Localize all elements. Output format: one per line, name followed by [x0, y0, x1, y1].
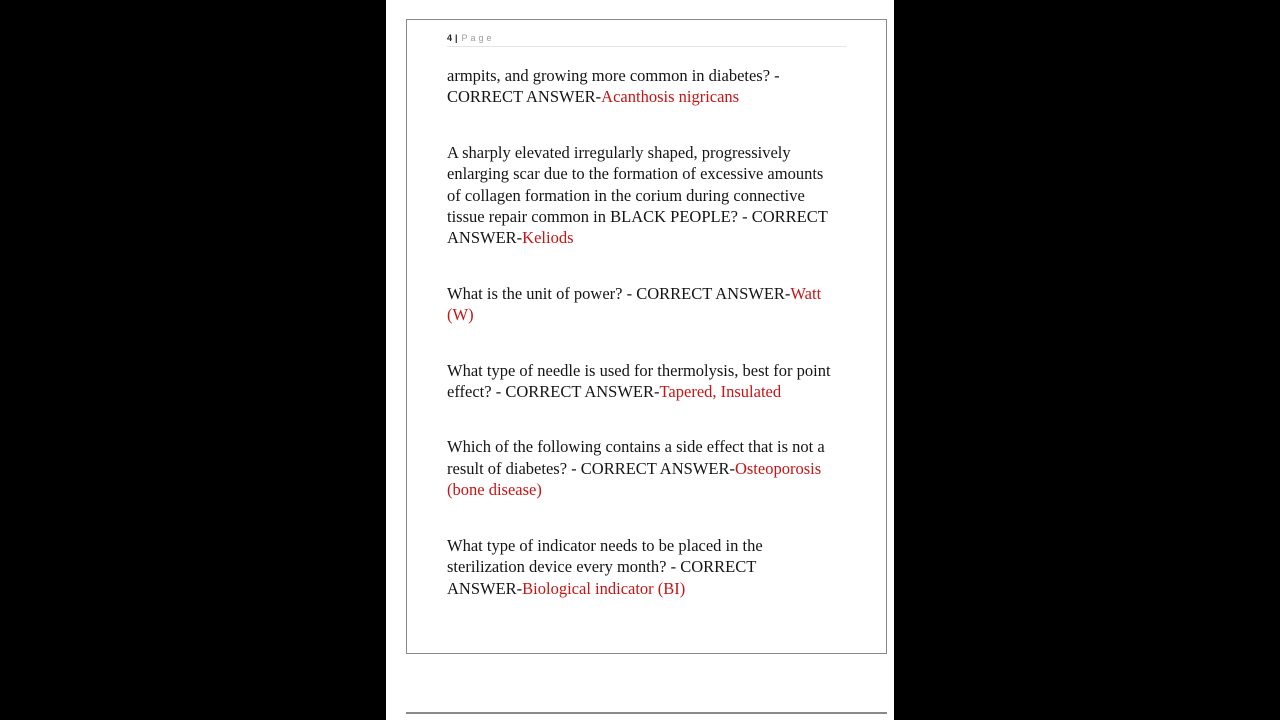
qa-line: [447, 163, 846, 184]
qa-line: [447, 142, 846, 163]
qa-line: [447, 227, 846, 248]
question-text: A sharply elevated irregularly shaped, progressively: [447, 142, 791, 162]
answer-text: Biological indicator (BI): [522, 578, 686, 598]
question-text: tissue repair common in BLACK PEOPLE? - CORRECT: [447, 207, 828, 227]
page-number: 4: [447, 33, 453, 43]
question-text: sterilization device every month? - CORRECT: [447, 557, 757, 577]
page-header: [447, 32, 846, 44]
question-text: CORRECT ANSWER-: [447, 87, 602, 107]
qa-line: [447, 206, 846, 227]
answer-text: Keliods: [522, 228, 574, 248]
question-text: of collagen formation in the corium during connective: [447, 185, 805, 205]
qa-line: [447, 360, 846, 381]
qa-line: [447, 556, 846, 577]
qa-line: [447, 185, 846, 206]
qa-paragraph: [447, 142, 846, 249]
qa-paragraph: [447, 65, 846, 108]
question-text: ANSWER-: [447, 578, 523, 598]
qa-paragraph: [447, 436, 846, 500]
qa-list: [447, 65, 846, 599]
qa-paragraph: [447, 283, 846, 326]
qa-line: [447, 283, 846, 304]
question-text: ANSWER-: [447, 228, 523, 248]
question-text: What type of indicator needs to be placed in the: [447, 535, 763, 555]
qa-line: [447, 458, 846, 479]
answer-text: Osteoporosis: [734, 458, 822, 478]
document-page: [406, 19, 887, 654]
question-text: What is the unit of power? - CORRECT ANSWER-: [447, 283, 791, 303]
qa-paragraph: [447, 535, 846, 599]
page-header-label: Page: [461, 33, 495, 43]
left-letterbox: [0, 0, 386, 720]
qa-line: [447, 86, 846, 107]
answer-text: Tapered, Insulated: [659, 382, 782, 402]
qa-line: [447, 535, 846, 556]
document-viewport: [386, 0, 894, 720]
question-text: Which of the following contains a side effect that is not a: [447, 437, 825, 457]
page-header-rule: [447, 46, 846, 47]
question-text: result of diabetes? - CORRECT ANSWER-: [447, 458, 735, 478]
question-text: enlarging scar due to the formation of excessive amounts: [447, 164, 824, 184]
qa-line: [447, 304, 846, 325]
answer-text: (bone disease): [447, 480, 542, 500]
page-header-divider: |: [455, 33, 458, 43]
answer-text: Watt: [790, 283, 822, 303]
qa-line: [447, 65, 846, 86]
qa-line: [447, 578, 846, 599]
question-text: What type of needle is used for thermolysis, best for point: [447, 360, 831, 380]
qa-paragraph: [447, 360, 846, 403]
next-page-top-edge: [406, 712, 887, 720]
right-letterbox: [894, 0, 1280, 720]
qa-line: [447, 479, 846, 500]
question-text: armpits, and growing more common in diabetes? -: [447, 66, 780, 85]
qa-line: [447, 381, 846, 402]
answer-text: Acanthosis nigricans: [601, 87, 740, 107]
page-content: [407, 20, 886, 599]
answer-text: (W): [447, 305, 474, 325]
question-text: effect? - CORRECT ANSWER-: [447, 382, 660, 402]
qa-line: [447, 436, 846, 457]
